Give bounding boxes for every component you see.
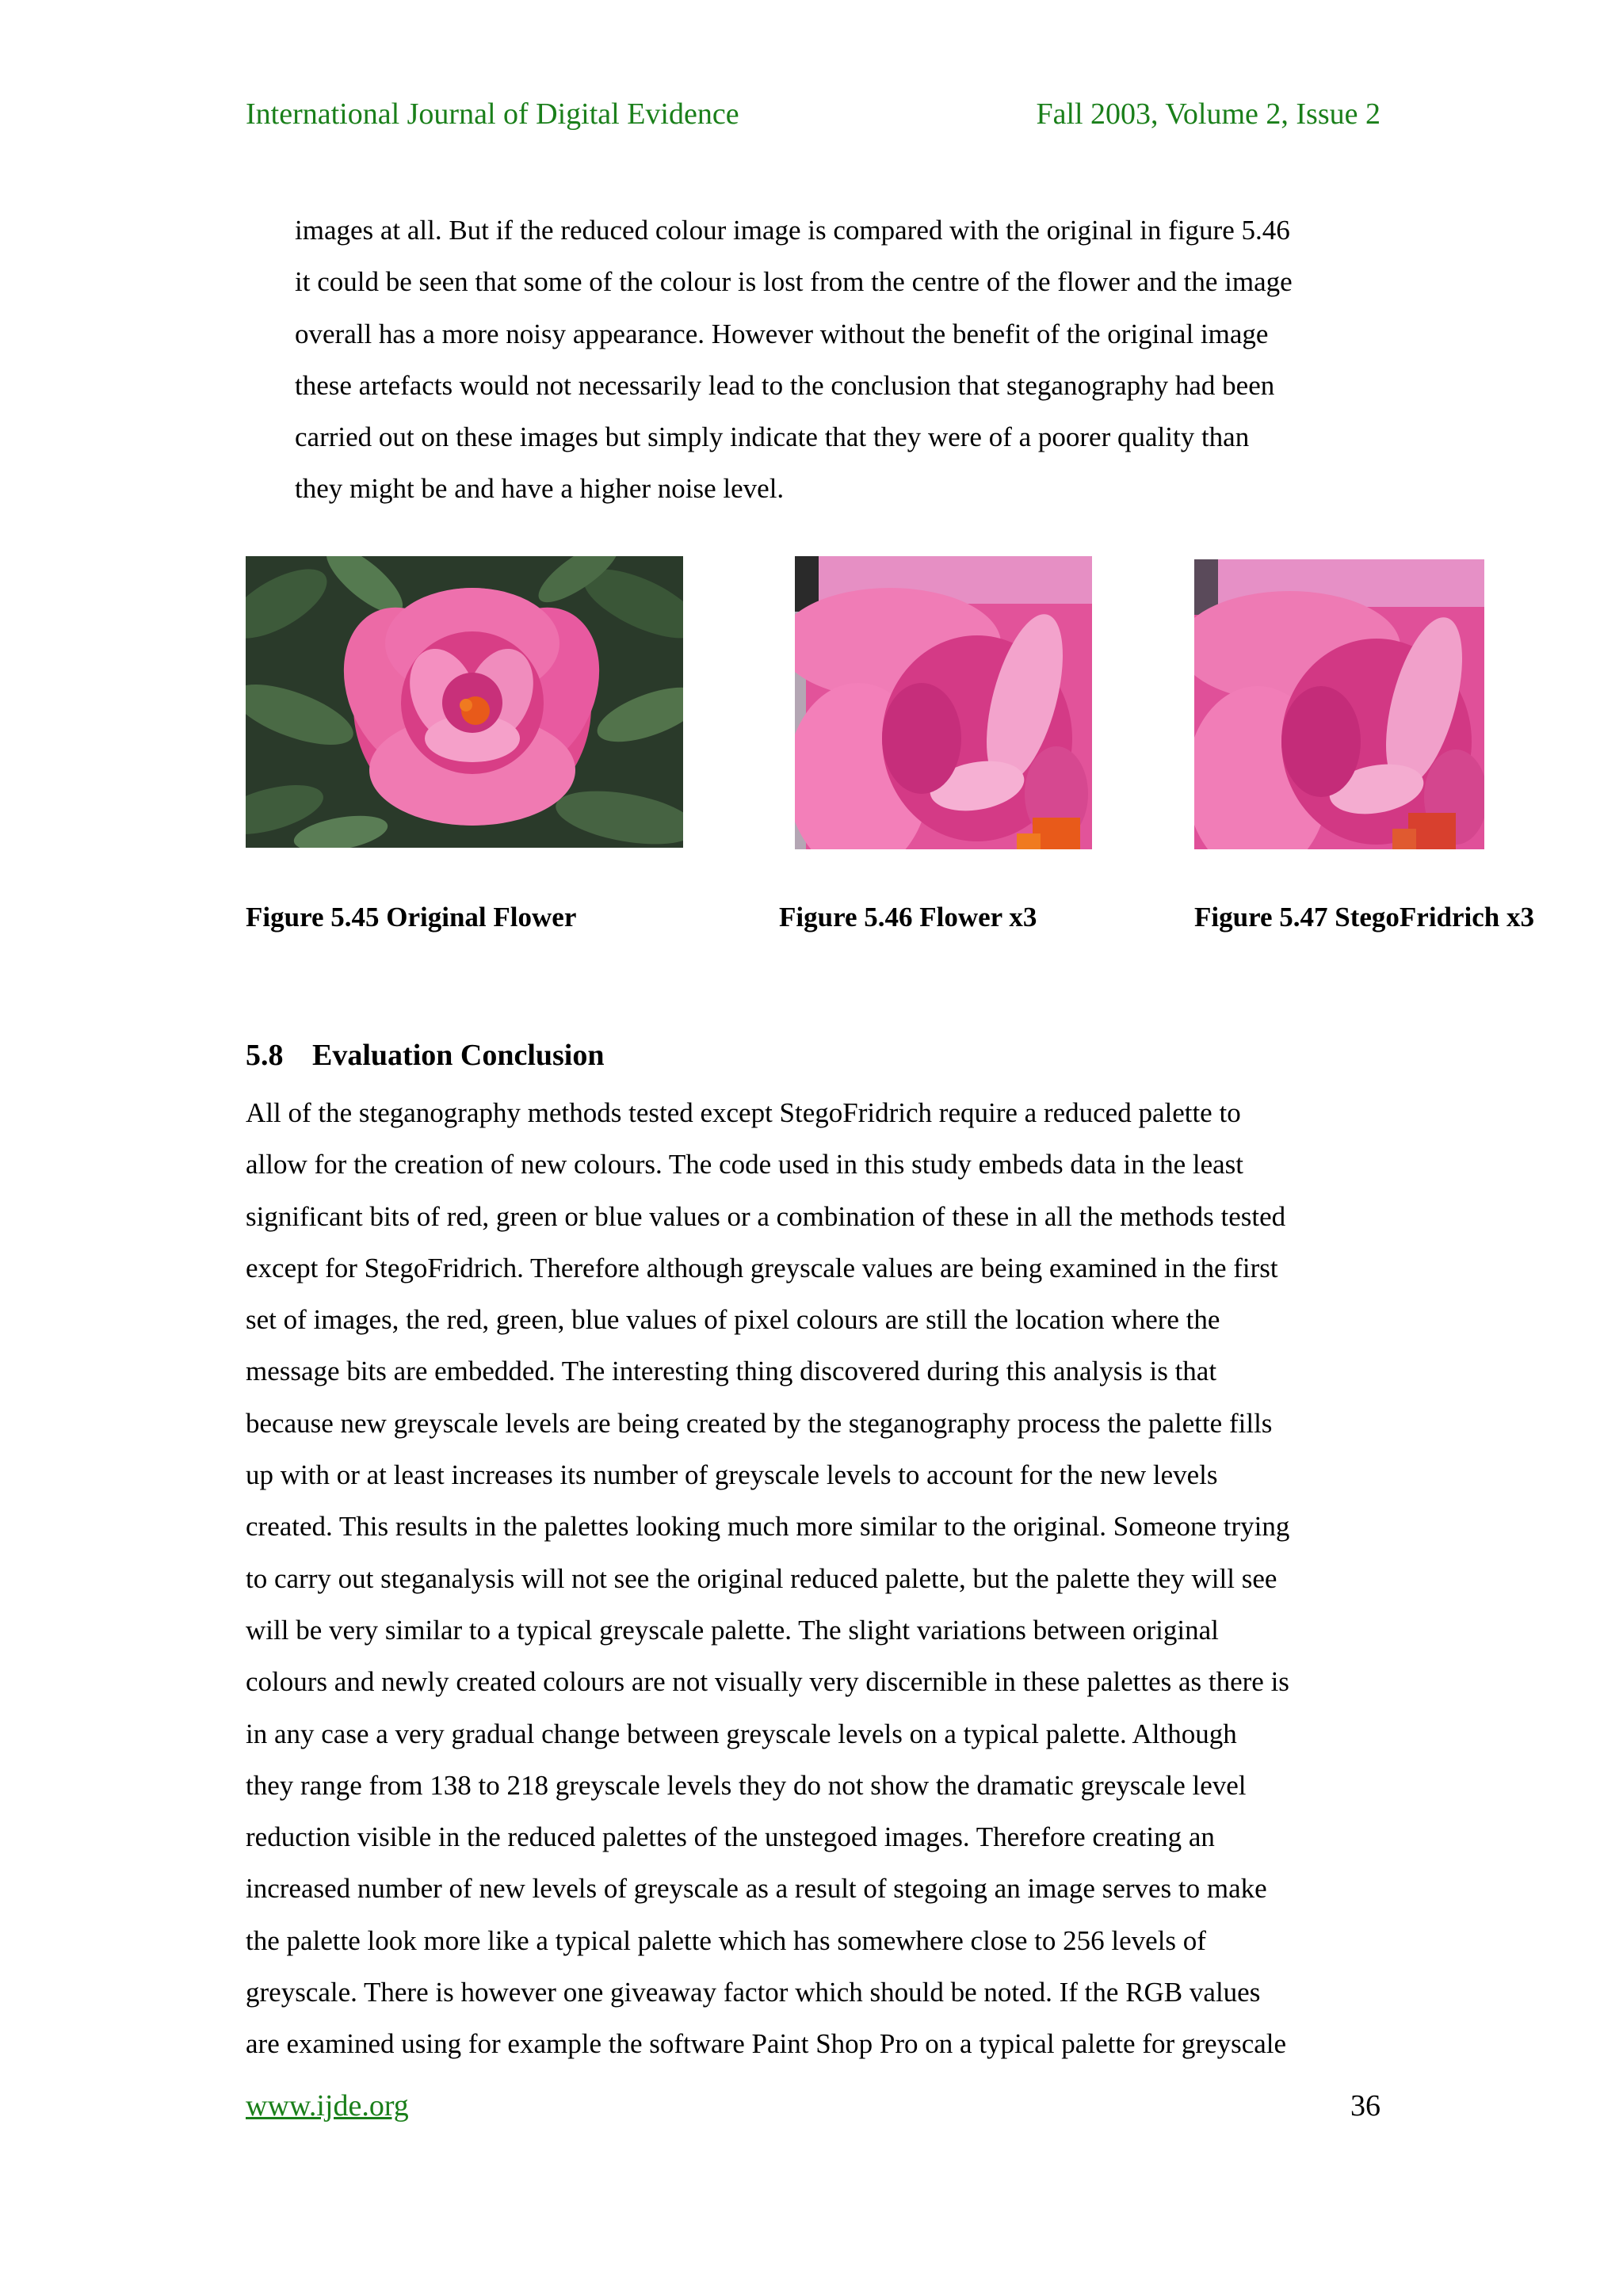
issue-info: Fall 2003, Volume 2, Issue 2 xyxy=(1036,97,1381,131)
intro-paragraph xyxy=(295,204,1388,515)
text-line: will be very similar to a typical greyscale palette. The slight variations between original xyxy=(246,1614,1219,1646)
text-line: carried out on these images but simply indicate that they were of a poorer quality than xyxy=(295,421,1250,453)
section-number: 5.8 xyxy=(246,1039,284,1072)
text-line: the palette look more like a typical palette which has somewhere close to 256 levels of xyxy=(246,1924,1206,1956)
text-line: except for StegoFridrich. Therefore although greyscale values are being examined in the first xyxy=(246,1252,1278,1283)
text-line: it could be seen that some of the colour is lost from the centre of the flower and the image xyxy=(295,266,1293,298)
journal-title: International Journal of Digital Evidence xyxy=(246,97,739,131)
text-line: overall has a more noisy appearance. However without the benefit of the original image xyxy=(295,318,1269,349)
text-line: to carry out steganalysis will not see the original reduced palette, but the palette they will see xyxy=(246,1562,1277,1594)
text-line: message bits are embedded. The interesting thing discovered during this analysis is that xyxy=(246,1356,1217,1387)
text-line: allow for the creation of new colours. The code used in this study embeds data in the least xyxy=(246,1149,1244,1180)
body-paragraph xyxy=(246,1087,1387,2070)
text-line: because new greyscale levels are being created by the steganography process the palette fills xyxy=(246,1407,1273,1439)
text-line: are examined using for example the software Paint Shop Pro on a typical palette for greyscale xyxy=(246,2028,1287,2060)
figure-caption: Figure 5.45 Original Flower xyxy=(246,902,577,933)
figure-original-flower-image xyxy=(246,556,683,848)
text-line: up with or at least increases its number of greyscale levels to account for the new levels xyxy=(246,1459,1218,1491)
text-line: set of images, the red, green, blue values of pixel colours are still the location where the xyxy=(246,1304,1220,1336)
section-title: Evaluation Conclusion xyxy=(312,1039,605,1072)
text-line: these artefacts would not necessarily lead to the conclusion that steganography had been xyxy=(295,369,1275,401)
text-line: colours and newly created colours are not visually very discernible in these palettes as there is xyxy=(246,1666,1289,1698)
text-line: in any case a very gradual change between greyscale levels on a typical palette. Although xyxy=(246,1718,1237,1749)
text-line: reduction visible in the reduced palettes of the unstegoed images. Therefore creating an xyxy=(246,1821,1215,1853)
text-line: increased number of new levels of greyscale as a result of stegoing an image serves to make xyxy=(246,1873,1267,1905)
journal-website-link[interactable]: www.ijde.org xyxy=(246,2089,409,2122)
text-line: significant bits of red, green or blue values or a combination of these in all the methods tested xyxy=(246,1200,1286,1232)
text-line: images at all. But if the reduced colour image is compared with the original in figure 5.46 xyxy=(295,215,1290,246)
text-line: All of the steganography methods tested except StegoFridrich require a reduced palette to xyxy=(246,1097,1241,1128)
text-line: greyscale. There is however one giveaway factor which should be noted. If the RGB values xyxy=(246,1977,1261,2008)
figure-caption: Figure 5.47 StegoFridrich x3 xyxy=(1194,902,1535,933)
text-line: they range from 138 to 218 greyscale levels they do not show the dramatic greyscale level xyxy=(246,1769,1247,1801)
figure-caption: Figure 5.46 Flower x3 xyxy=(779,902,1037,933)
page-number: 36 xyxy=(1350,2089,1381,2122)
section-heading xyxy=(246,1038,605,1073)
text-line: they might be and have a higher noise level. xyxy=(295,473,785,505)
text-line: created. This results in the palettes looking much more similar to the original. Someone trying xyxy=(246,1511,1290,1543)
figure-zoomed-flower-image xyxy=(795,556,1092,849)
figure-stegofridrich-image xyxy=(1194,559,1484,849)
